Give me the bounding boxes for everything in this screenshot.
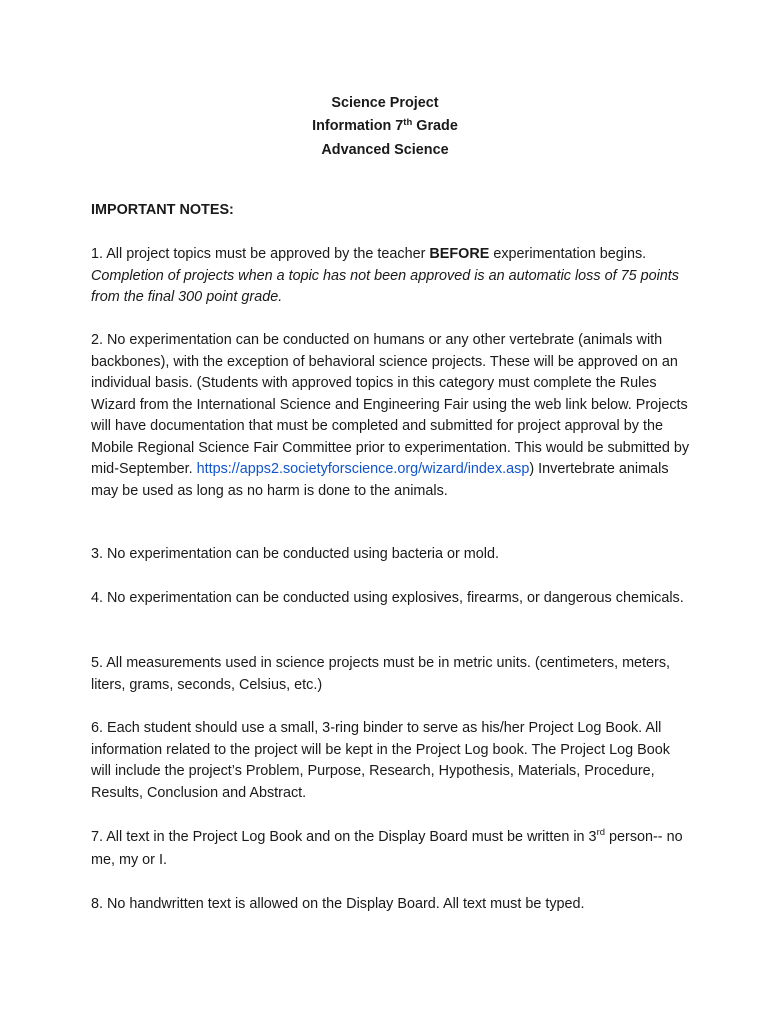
note-7-superscript: rd <box>596 827 606 838</box>
note-2-text: 2. No experimentation can be conducted on humans or any other vertebrate (animals with backbones), with the exception of behavioral science projects. These will be approved on an individual basis. (Students with approved topics in this category must complete the Rules Wizard from the International Science and Engineering Fair using the web link below. Projects will have documentation that must be completed and submitted for project approval by the Mobile Regional Science Fair Committee prior to experimentation. This would be submitted by mid-September. <box>91 332 690 477</box>
note-1 <box>91 244 691 309</box>
note-5: 5. All measurements used in science projects must be in metric units. (centimeters, meters, liters, grams, seconds, Celsius, etc.) <box>91 655 671 693</box>
note-2-text-end: ) Invertebrate animals may be used as long as no harm is done to the animals. <box>91 461 669 499</box>
note-1-text-end: experimentation begins. <box>489 246 647 262</box>
title-superscript: th <box>403 116 413 128</box>
rules-wizard-link[interactable]: https://apps2.societyforscience.org/wizard/index.asp <box>196 461 530 477</box>
note-1-text: 1. All project topics must be approved by the teacher <box>91 246 430 262</box>
note-8: 8. No handwritten text is allowed on the Display Board. All text must be typed. <box>91 896 585 912</box>
title-line-3: Advanced Science <box>321 142 449 158</box>
note-2 <box>91 330 691 502</box>
note-1-italic: Completion of projects when a topic has not been approved is an automatic loss of 75 points from the final 300 point grade. <box>91 267 679 305</box>
note-1-emphasis: BEFORE <box>429 246 490 262</box>
note-7 <box>91 827 691 871</box>
document-title <box>0 92 770 162</box>
note-3: 3. No experimentation can be conducted using bacteria or mold. <box>91 546 499 562</box>
note-6: 6. Each student should use a small, 3-ring binder to serve as his/her Project Log Book. All information related to the project will be kept in the Project Log book. The Project Log Book will include the project’s Problem, Purpose, Research, Hypothesis, Materials, Procedure, Results, Conclusion and Abstract. <box>91 720 670 801</box>
note-7-text-end: person-- no me, my or I. <box>91 829 683 868</box>
note-7-text: 7. All text in the Project Log Book and on the Display Board must be written in 3 <box>91 829 597 845</box>
title-line-2 <box>0 115 770 140</box>
notes-heading: IMPORTANT NOTES: <box>91 202 234 218</box>
note-4: 4. No experimentation can be conducted using explosives, firearms, or dangerous chemicals. <box>91 590 684 606</box>
title-line-2-grade: Grade <box>412 117 458 134</box>
title-line-1: Science Project <box>331 95 439 111</box>
title-line-2-text: Information 7 <box>312 117 404 134</box>
